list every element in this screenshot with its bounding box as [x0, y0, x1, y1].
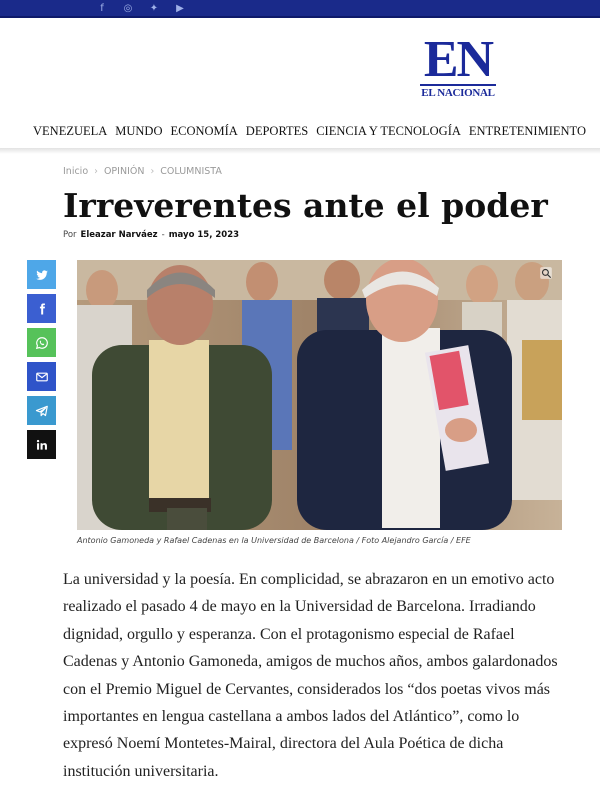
article-byline [63, 230, 239, 240]
mail-icon [35, 370, 49, 384]
publish-date: mayo 15, 2023 [168, 230, 240, 240]
photo-caption: Antonio Gamoneda y Rafael Cadenas en la Universidad de Barcelona / Foto Alejandro García / EFE [77, 536, 471, 545]
nav-divider [0, 148, 600, 154]
main-nav [0, 118, 600, 148]
share-twitter-button[interactable] [27, 260, 56, 289]
linkedin-icon [35, 438, 49, 452]
byline-prefix: Por [63, 230, 77, 240]
body-line: importantes en lengua castellana a ambos lados del Atlántico”, como lo [63, 708, 520, 726]
photo-illustration [77, 260, 562, 530]
share-telegram-button[interactable] [27, 396, 56, 425]
breadcrumb [63, 166, 222, 177]
body-line: institución universitaria. [63, 762, 219, 780]
share-whatsapp-button[interactable] [27, 328, 56, 357]
nav-item-economia[interactable]: ECONOMÍA [170, 124, 238, 138]
article-body [63, 566, 578, 785]
byline-separator: - [161, 230, 165, 240]
breadcrumb-opinion[interactable]: OPINIÓN [103, 166, 145, 177]
author-link[interactable]: Eleazar Narváez [80, 230, 158, 240]
nav-item-entretenimiento[interactable]: ENTRETENIMIENTO [468, 124, 586, 138]
article-title: Irreverentes ante el poder [63, 186, 548, 225]
body-line: realizado el pasado 4 de mayo en la Universidad de Barcelona. Irradiando [63, 598, 536, 616]
top-social-links [96, 2, 186, 15]
instagram-icon[interactable]: ◎ [123, 3, 133, 14]
youtube-icon[interactable]: ▶ [176, 3, 184, 14]
logo-mark: EN [423, 31, 493, 88]
body-line: con el Premio Miguel de Cervantes, considerados los “dos poetas vivos más [63, 680, 551, 698]
share-bar [27, 260, 56, 459]
nav-item-venezuela[interactable]: VENEZUELA [33, 124, 108, 138]
logo-name: EL NACIONAL [420, 84, 496, 99]
nav-item-mundo[interactable]: MUNDO [115, 124, 163, 138]
chevron-right-icon: › [94, 166, 98, 177]
expand-icon[interactable] [539, 266, 553, 280]
top-bar [0, 0, 600, 18]
breadcrumb-inicio[interactable]: Inicio [63, 166, 89, 177]
twitter-icon [35, 268, 49, 282]
share-facebook-button[interactable] [27, 294, 56, 323]
whatsapp-icon [35, 336, 49, 350]
site-logo[interactable] [420, 31, 496, 99]
facebook-icon [35, 302, 49, 316]
breadcrumb-columnista[interactable]: COLUMNISTA [160, 166, 222, 177]
body-line: dignidad, orgullo y esperanza. Con el protagonismo especial de Rafael [63, 625, 515, 643]
body-line: Cadenas y Antonio Gamoneda, amigos de muchos años, ambos galardonados [63, 653, 558, 671]
body-line: expresó Noemí Montetes-Mairal, directora del Aula Poética de dicha [63, 735, 504, 753]
share-linkedin-button[interactable] [27, 430, 56, 459]
chevron-right-icon: › [150, 166, 155, 177]
nav-item-ciencia[interactable]: CIENCIA Y TECNOLOGÍA [316, 124, 461, 138]
facebook-icon[interactable]: f [100, 3, 104, 14]
nav-item-deportes[interactable]: DEPORTES [245, 124, 309, 138]
twitter-icon[interactable]: ✦ [149, 3, 159, 14]
article-photo [77, 260, 562, 530]
telegram-icon [35, 404, 49, 418]
body-line: La universidad y la poesía. En complicidad, se abrazaron en un emotivo acto [63, 571, 555, 588]
share-email-button[interactable] [27, 362, 56, 391]
